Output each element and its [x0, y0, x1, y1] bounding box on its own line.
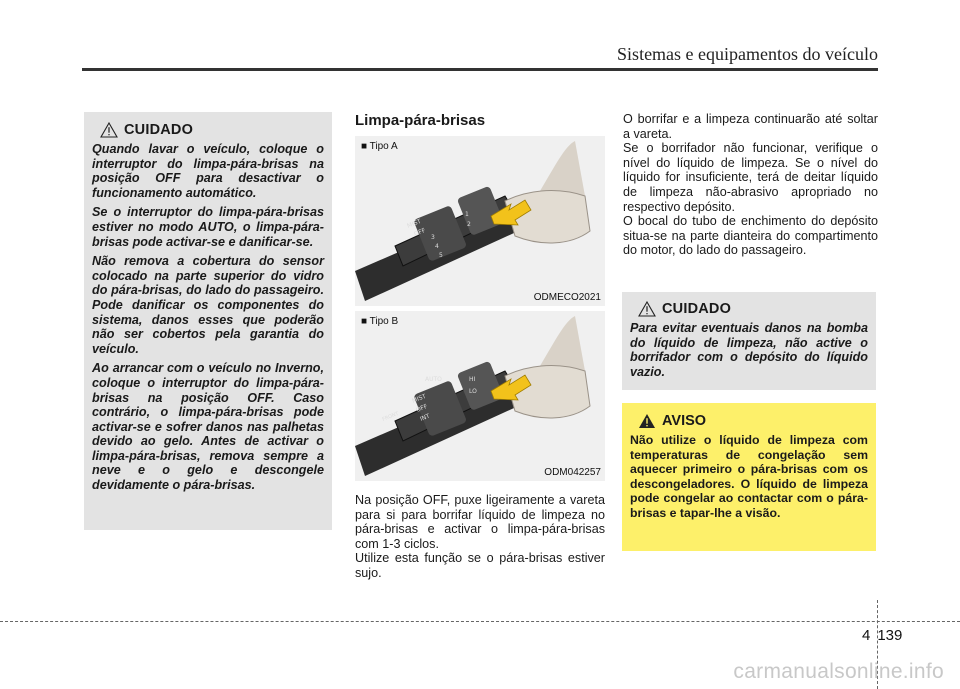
stalk-label: FRONT — [381, 410, 400, 423]
watermark: carmanualsonline.info — [733, 660, 944, 683]
header-rule — [82, 68, 878, 71]
caution-paragraph: Quando lavar o veículo, coloque o interruptor do limpa-pára-brisas na posição OFF para desactivar o funcionamento automático. — [92, 142, 324, 200]
body-paragraph: Na posição OFF, puxe ligeiramente a vareta para si para borrifar líquido de limpeza no pára-brisas e activar o limpa-pára-brisas com 1-3 ciclos. — [355, 493, 605, 551]
caution-triangle-icon — [638, 301, 656, 317]
stalk-label: MIST — [411, 392, 428, 405]
stalk-label: INT — [419, 412, 431, 423]
stalk-label: 4 — [435, 243, 439, 250]
chapter-number: 4 — [862, 627, 871, 644]
middle-body-text — [355, 493, 605, 581]
caution-paragraph: Ao arrancar com o veículo no Inverno, coloque o interruptor do limpa-pára-brisas na posição OFF. Caso contrário, o limpa-pára-brisas pode activar-se e sofrer danos nas palhetas devido ao gelo. Antes de activar o limpa-pára-brisas, remova sempre a neve e o gelo e descongele devidamente o pára-brisas. — [92, 361, 324, 493]
body-paragraph: Se o borrifador não funcionar, verifique o nível do líquido de limpeza. Se o nível do líquido for insuficiente, terá de deitar líquido de limpeza não-abrasivo apropriado no respectivo depósito. — [623, 141, 878, 214]
stalk-label: 5 — [439, 252, 443, 259]
body-paragraph: O bocal do tubo de enchimento do depósito situa-se na parte dianteira do compartimento do motor, do lado do passageiro. — [623, 214, 878, 258]
middle-column — [355, 112, 605, 581]
footer-dashed-rule — [0, 621, 960, 622]
stalk-label: OFF — [413, 227, 427, 238]
body-paragraph: Utilize esta função se o pára-brisas estiver sujo. — [355, 551, 605, 580]
section-title: Limpa-pára-brisas — [355, 112, 486, 129]
body-paragraph: O borrifar e a limpeza continuarão até soltar a vareta. — [623, 112, 878, 141]
figure-a-code: ODMECO2021 — [533, 292, 601, 303]
caution-paragraph: Se o interruptor do limpa-pára-brisas estiver no modo AUTO, o limpa-pára-brisas pode activar-se e danificar-se. — [92, 205, 324, 249]
stalk-label: HI — [469, 376, 476, 383]
caution-box-left — [84, 112, 332, 530]
right-column — [623, 112, 878, 258]
figure-a-label: ■ Tipo A — [361, 141, 398, 152]
caution-triangle-icon — [100, 122, 118, 138]
caution-title: CUIDADO — [662, 301, 732, 317]
wiper-stalk-illustration-a — [355, 136, 605, 306]
caution-text: Para evitar eventuais danos na bomba do líquido de limpeza, não active o borrifador com o depósito do líquido vazio. — [630, 321, 868, 379]
page-number — [862, 627, 902, 644]
figure-b-code: ODM042257 — [544, 467, 601, 478]
caution-title: CUIDADO — [124, 122, 194, 138]
stalk-label: 3 — [431, 234, 435, 241]
caution-heading — [100, 122, 324, 138]
caution-heading — [638, 301, 868, 317]
figure-type-b — [355, 311, 605, 481]
wiper-stalk-illustration-b — [355, 311, 605, 481]
caution-box-right — [622, 292, 876, 390]
stalk-label: LO — [469, 388, 477, 395]
warning-triangle-icon — [638, 413, 656, 429]
figure-type-a — [355, 136, 605, 306]
right-body-text — [623, 112, 878, 258]
stalk-label: 1 — [465, 211, 469, 218]
warning-title: AVISO — [662, 413, 707, 429]
stalk-label: AUTO — [425, 376, 442, 383]
warning-box — [622, 403, 876, 551]
stalk-label: MIST — [406, 217, 423, 230]
caution-paragraph: Não remova a cobertura do sensor colocado na parte superior do vidro do pára-brisas, do lado do passageiro. Pode danificar os componentes do sistema, danos esses que poderão não ser cobertos pela garantia do veículo. — [92, 254, 324, 356]
warning-heading — [638, 413, 868, 429]
stalk-label: OFF — [415, 403, 429, 414]
page-number-value: 139 — [877, 627, 903, 644]
running-header-title: Sistemas e equipamentos do veículo — [617, 44, 878, 64]
warning-text: Não utilize o líquido de limpeza com temperaturas de congelação sem aquecer primeiro o pára-brisas com os descongeladores. O líquido de limpeza pode congelar ao contactar com o pára-brisas e tapar-lhe a visão. — [630, 433, 868, 520]
figure-b-label: ■ Tipo B — [361, 316, 399, 327]
stalk-label: 2 — [467, 221, 471, 228]
